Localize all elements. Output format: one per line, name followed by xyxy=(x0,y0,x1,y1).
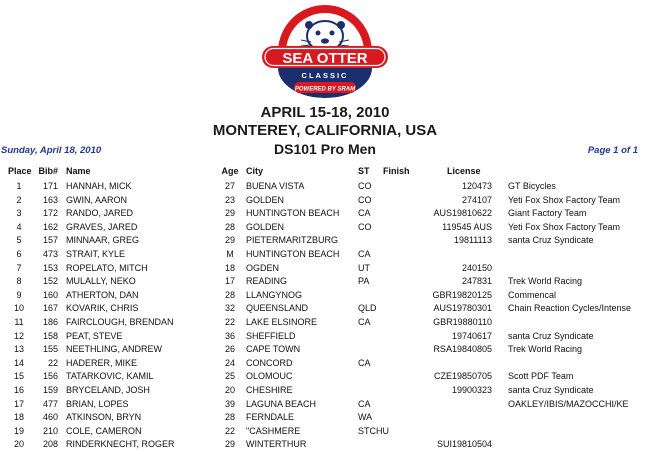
cell-bib: 153 xyxy=(42,262,58,273)
cell-place: 12 xyxy=(13,330,24,341)
cell-name: KOVARIK, CHRIS xyxy=(66,303,139,314)
cell-place: 9 xyxy=(16,289,22,300)
cell-bib: 163 xyxy=(42,194,58,205)
cell-place: 17 xyxy=(13,398,24,409)
cell-license: GBR19880110 xyxy=(433,317,492,327)
cell-bib: 473 xyxy=(42,249,58,259)
cell-bib: 157 xyxy=(42,235,58,246)
table-row xyxy=(0,248,650,261)
cell-city: BUENA VISTA xyxy=(246,181,305,191)
cell-st: CO xyxy=(358,181,372,191)
cell-st: CA xyxy=(358,208,371,219)
table-row xyxy=(0,234,650,247)
cell-city: FERNDALE xyxy=(246,412,295,423)
cell-place: 4 xyxy=(16,221,22,232)
page-number: Page 1 of 1 xyxy=(587,145,638,156)
cell-age: 36 xyxy=(224,330,235,341)
cell-place: 14 xyxy=(13,357,24,368)
col-place: Place xyxy=(8,166,32,176)
cell-license: SUI19810504 xyxy=(436,439,492,450)
cell-name: FAIRCLOUGH, BRENDAN xyxy=(66,317,174,327)
cell-age: 29 xyxy=(224,439,235,450)
cell-age: 25 xyxy=(224,371,235,382)
cell-st: CA xyxy=(358,357,371,368)
cell-team: Chain Reaction Cycles/Intense xyxy=(508,303,632,314)
table-row xyxy=(0,194,650,207)
cell-place: 5 xyxy=(16,235,22,246)
cell-st: CA xyxy=(358,249,371,259)
cell-bib: 158 xyxy=(42,330,58,341)
cell-city: "CASHMERE xyxy=(246,425,301,436)
cell-bib: 22 xyxy=(47,357,58,368)
cell-license: GBR19820125 xyxy=(432,289,492,300)
cell-place: 7 xyxy=(16,262,22,273)
cell-age: 24 xyxy=(224,357,235,368)
cell-bib: 477 xyxy=(42,398,58,409)
cell-st: PA xyxy=(358,276,370,287)
logo-title: SEA OTTER xyxy=(282,50,368,67)
cell-place: 20 xyxy=(13,439,24,450)
cell-age: 20 xyxy=(224,385,235,395)
cell-license: 19811113 xyxy=(453,235,492,246)
cell-age: 32 xyxy=(224,303,235,314)
race-date: Sunday, April 18, 2010 xyxy=(1,145,102,156)
cell-st: CO xyxy=(358,194,372,205)
race-title: DS101 Pro Men xyxy=(274,141,376,157)
cell-bib: 155 xyxy=(42,344,58,355)
cell-place: 3 xyxy=(16,208,22,219)
cell-license: 274107 xyxy=(461,194,492,205)
cell-license: 119545 AUS xyxy=(442,221,492,232)
cell-team: OAKLEY/IBIS/MAZOCCHI/KE xyxy=(508,398,629,409)
cell-bib: 208 xyxy=(42,439,58,450)
cell-team: Commencal xyxy=(508,289,557,300)
cell-bib: 162 xyxy=(42,221,58,232)
cell-place: 11 xyxy=(14,317,24,327)
col-age: Age xyxy=(221,166,239,176)
cell-name: ATHERTON, DAN xyxy=(66,289,139,300)
cell-license: 247831 xyxy=(461,276,492,287)
table-row xyxy=(0,316,650,329)
cell-team: Yeti Fox Shox Factory Team xyxy=(508,221,621,232)
cell-name: MINNAAR, GREG xyxy=(66,235,140,246)
cell-name: RINDERKNECHT, ROGER xyxy=(66,439,175,450)
cell-name: BRIAN, LOPES xyxy=(66,398,129,409)
cell-city: GOLDEN xyxy=(246,194,285,205)
cell-st: CA xyxy=(358,398,371,409)
cell-city: HUNTINGTON BEACH xyxy=(246,249,340,259)
cell-bib: 156 xyxy=(42,371,58,382)
table-row xyxy=(0,330,650,343)
col-bib: Bib# xyxy=(38,166,58,176)
cell-name: MULALLY, NEKO xyxy=(66,276,136,287)
table-row xyxy=(0,302,650,315)
table-row xyxy=(0,289,650,302)
cell-st: CA xyxy=(358,317,371,327)
cell-st: UT xyxy=(358,262,370,273)
cell-city: QUEENSLAND xyxy=(246,303,309,314)
cell-name: ROPELATO, MITCH xyxy=(66,262,148,273)
cell-city: GOLDEN xyxy=(246,221,285,232)
cell-license: 19900323 xyxy=(451,385,492,395)
col-st: ST xyxy=(358,166,370,176)
cell-name: GRAVES, JARED xyxy=(66,221,138,232)
event-location: MONTEREY, CALIFORNIA, USA xyxy=(212,122,438,139)
cell-place: 10 xyxy=(13,303,24,314)
logo-graphic xyxy=(260,2,390,102)
table-row xyxy=(0,221,650,234)
cell-city: CAPE TOWN xyxy=(246,344,301,355)
cell-age: 28 xyxy=(224,289,235,300)
cell-name: BRYCELAND, JOSH xyxy=(66,385,150,395)
col-license: License xyxy=(447,166,481,176)
cell-name: RANDO, JARED xyxy=(66,208,134,219)
cell-bib: 186 xyxy=(42,317,58,327)
cell-license: AUS19810622 xyxy=(433,208,492,219)
table-row xyxy=(0,275,650,288)
cell-city: LAGUNA BEACH xyxy=(246,398,317,409)
cell-team: Trek World Racing xyxy=(508,276,583,287)
cell-place: 18 xyxy=(13,412,24,423)
table-row xyxy=(0,384,650,397)
cell-license: 240150 xyxy=(461,262,492,273)
cell-age: 23 xyxy=(224,194,235,205)
table-row xyxy=(0,398,650,411)
table-row xyxy=(0,370,650,383)
cell-age: 17 xyxy=(224,276,235,287)
cell-city: READING xyxy=(246,276,288,287)
table-row xyxy=(0,180,650,193)
cell-place: 6 xyxy=(16,249,22,259)
table-row xyxy=(0,207,650,220)
cell-age: 26 xyxy=(224,344,235,355)
cell-age: 28 xyxy=(224,412,235,423)
cell-place: 8 xyxy=(16,276,22,287)
cell-city: PIETERMARITZBURG xyxy=(246,235,339,246)
cell-team: Giant Factory Team xyxy=(508,208,587,219)
cell-place: 19 xyxy=(13,425,24,436)
cell-age: 18 xyxy=(224,262,235,273)
table-row xyxy=(0,438,650,451)
table-row xyxy=(0,425,650,438)
cell-license: CZE19850705 xyxy=(433,371,492,382)
cell-city: LAKE ELSINORE xyxy=(246,317,318,327)
cell-name: HANNAH, MICK xyxy=(66,181,132,191)
cell-bib: 171 xyxy=(42,181,58,191)
cell-bib: 160 xyxy=(42,289,58,300)
cell-place: 2 xyxy=(16,194,22,205)
cell-bib: 159 xyxy=(42,385,58,395)
cell-team: santa Cruz Syndicate xyxy=(508,330,594,341)
cell-license: AUS19780301 xyxy=(433,303,492,314)
cell-st: CO xyxy=(358,221,372,232)
cell-city: OGDEN xyxy=(246,262,280,273)
cell-st: WA xyxy=(358,412,373,423)
cell-team: Yeti Fox Shox Factory Team xyxy=(508,194,621,205)
cell-team: santa Cruz Syndicate xyxy=(508,235,594,246)
cell-st: STCHU xyxy=(358,425,389,436)
cell-bib: 460 xyxy=(42,412,58,423)
cell-bib: 167 xyxy=(42,303,58,314)
table-row xyxy=(0,343,650,356)
cell-age: 29 xyxy=(224,235,235,246)
results-header xyxy=(0,165,650,178)
cell-name: PEAT, STEVE xyxy=(66,330,123,341)
col-name: Name xyxy=(66,166,91,176)
sea-otter-classic-logo xyxy=(260,2,390,102)
cell-age: 28 xyxy=(224,221,235,232)
cell-name: STRAIT, KYLE xyxy=(66,249,126,259)
cell-bib: 152 xyxy=(42,276,58,287)
table-row xyxy=(0,262,650,275)
cell-city: WINTERTHUR xyxy=(246,439,307,450)
cell-name: GWIN, AARON xyxy=(66,194,128,205)
cell-city: SHEFFIELD xyxy=(246,330,296,341)
cell-name: COLE, CAMERON xyxy=(66,425,142,436)
cell-license: RSA19840805 xyxy=(433,344,492,355)
cell-place: 13 xyxy=(13,344,24,355)
cell-age: M xyxy=(226,249,234,259)
cell-bib: 172 xyxy=(42,208,58,219)
cell-team: Scott PDF Team xyxy=(508,371,574,382)
cell-city: OLOMOUC xyxy=(246,371,293,382)
cell-name: ATKINSON, BRYN xyxy=(66,412,142,423)
col-city: City xyxy=(246,166,264,176)
cell-name: NEETHLING, ANDREW xyxy=(66,344,163,355)
cell-city: LLANGYNOG xyxy=(246,289,303,300)
logo-subtitle: CLASSIC xyxy=(301,71,349,80)
cell-team: santa Cruz Syndicate xyxy=(508,385,594,395)
cell-age: 39 xyxy=(224,398,235,409)
cell-name: HADERER, MIKE xyxy=(66,357,138,368)
cell-license: 19740617 xyxy=(451,330,492,341)
logo-powered-by: POWERED BY SRAM xyxy=(294,86,356,93)
cell-team: GT Bicycles xyxy=(508,181,556,191)
cell-team: Trek World Racing xyxy=(508,344,583,355)
cell-st: QLD xyxy=(358,303,377,314)
cell-place: 15 xyxy=(13,371,24,382)
cell-age: 29 xyxy=(224,208,235,219)
event-dates: APRIL 15-18, 2010 xyxy=(260,104,390,121)
cell-age: 22 xyxy=(224,425,235,436)
table-row xyxy=(0,357,650,370)
cell-place: 1 xyxy=(16,181,22,191)
cell-age: 22 xyxy=(224,317,235,327)
cell-bib: 210 xyxy=(42,425,58,436)
table-row xyxy=(0,411,650,424)
cell-city: CHESHIRE xyxy=(246,385,293,395)
cell-name: TATARKOVIC, KAMIL xyxy=(66,371,154,382)
cell-age: 27 xyxy=(224,181,235,191)
col-finish: Finish xyxy=(383,166,410,176)
cell-license: 120473 xyxy=(461,181,492,191)
cell-city: CONCORD xyxy=(246,357,293,368)
cell-place: 16 xyxy=(13,385,24,395)
cell-city: HUNTINGTON BEACH xyxy=(246,208,340,219)
